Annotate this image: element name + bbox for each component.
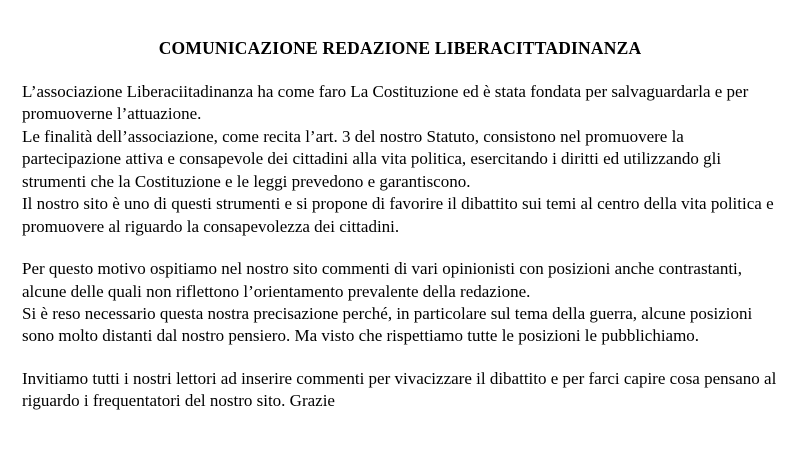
paragraph: Per questo motivo ospitiamo nel nostro sito commenti di vari opinionisti con posizioni anche contrastanti, alcune delle quali non riflettono l’orientamento prevalente della redazione.	[22, 259, 743, 301]
paragraph: Le finalità dell’associazione, come recita l’art. 3 del nostro Statuto, consistono nel promuovere la partecipazione attiva e consapevole dei cittadini alla vita politica, esercitando i diritti ed utilizzando gli strumenti che la Costituzione e le leggi prevedono e garantiscono.	[22, 126, 722, 191]
paragraph: Invitiamo tutti i nostri lettori ad inserire commenti per vivacizzare il dibattito e per farci capire cosa pensano al riguardo i frequentatori del nostro sito. Grazie	[22, 368, 777, 411]
paragraph-spacer	[22, 348, 778, 368]
paragraph: Il nostro sito è uno di questi strumenti e si propone di favorire il dibattito sui temi al centro della vita politica e promuovere al riguardo la consapevolezza dei cittadini.	[22, 194, 774, 236]
text-block-2	[22, 258, 778, 348]
paragraph: Si è reso necessario questa nostra precisazione perché, in particolare sul tema della guerra, alcune posizioni sono molto distanti dal nostro pensiero. Ma visto che rispettiamo tutte le posizioni le pubblichiamo.	[22, 303, 753, 346]
paragraph: L’associazione Liberaciitadinanza ha come faro La Costituzione ed è stata fondata per salvaguardarla e per promuoverne l’attuazione.	[22, 82, 749, 124]
page-title: COMUNICAZIONE REDAZIONE LIBERACITTADINANZA	[158, 38, 642, 58]
text-block-1	[22, 81, 778, 238]
paragraph-spacer	[22, 238, 778, 258]
text-block-3	[22, 368, 778, 413]
